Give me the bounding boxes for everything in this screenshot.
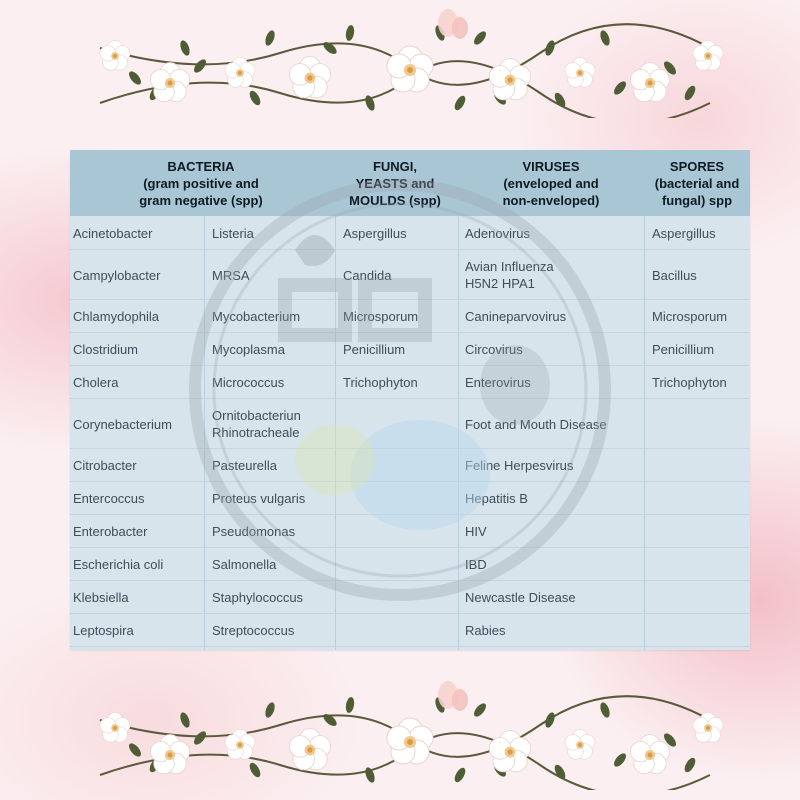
header-bacteria-line3: gram negative (spp)	[139, 192, 263, 208]
table-header	[70, 150, 750, 216]
table-cell-text: Penicillium	[343, 342, 406, 357]
table-cell-text: Campylobacter	[73, 267, 161, 283]
table-cell-b2	[212, 300, 332, 333]
header-viruses-line3: non-enveloped)	[502, 192, 600, 208]
header-spores	[644, 150, 750, 216]
table-cell-text: HIV	[465, 524, 487, 539]
table-cell-text: Adenovirus	[465, 225, 531, 241]
table-cell-text: Escherichia coli	[73, 557, 164, 572]
table-cell-fungi	[343, 216, 455, 250]
table-cell-fungi	[343, 614, 455, 647]
table-cell-b2	[212, 333, 332, 366]
table-cell-b2	[212, 548, 332, 581]
table-cell-virus	[465, 216, 641, 250]
table-cell-virus	[465, 449, 641, 482]
table-cell-b2	[212, 216, 332, 250]
table-cell-text: Foot and Mouth Disease	[465, 416, 607, 432]
table-cell-b2	[212, 581, 332, 614]
table-cell-text: Micrococcus	[212, 375, 285, 390]
table-cell-text: Feline Herpesvirus	[465, 458, 574, 473]
microorganism-table	[70, 150, 750, 650]
table-cell-fungi	[343, 515, 455, 548]
table-cell-b1	[73, 581, 201, 614]
table-cell-b1	[73, 366, 201, 399]
header-spores-line2: (bacterial and	[654, 175, 740, 191]
table-cell-text: Proteus vulgaris	[212, 491, 306, 506]
table-cell-b1	[73, 614, 201, 647]
table-cell-text: Listeria	[212, 225, 254, 241]
table-cell-text: Klebsiella	[73, 590, 129, 605]
table-cell-b2	[212, 614, 332, 647]
table-cell-fungi	[343, 399, 455, 449]
table-cell-text: Penicillium	[652, 342, 715, 357]
table-cell-text: Leptospira	[73, 623, 134, 638]
table-cell-spores	[652, 548, 748, 581]
table-cell-virus	[465, 515, 641, 548]
table-cell-fungi	[343, 482, 455, 515]
table-cell-text: Avian Influenza H5N2 HPA1	[465, 259, 554, 291]
table-cell-virus	[465, 482, 641, 515]
table-cell-text: Microsporum	[652, 309, 728, 324]
table-cell-b2	[212, 449, 332, 482]
table-cell-text: Trichophyton	[652, 375, 727, 390]
table-cell-text: Enterovirus	[465, 375, 531, 390]
table-cell-b2	[212, 250, 332, 300]
header-viruses-line2: (enveloped and	[503, 175, 599, 191]
header-fungi-line1: FUNGI,	[372, 158, 418, 174]
table-cell-text: Salmonella	[212, 557, 277, 572]
table-cell-b1	[73, 399, 201, 449]
table-cell-text: Chlamydophila	[73, 309, 159, 324]
table-cell-text: Pasteurella	[212, 458, 278, 473]
header-viruses	[458, 150, 644, 216]
table-cell-virus	[465, 366, 641, 399]
table-cell-text: Hepatitis B	[465, 491, 528, 506]
table-cell-text: MRSA	[212, 267, 250, 283]
column-divider	[335, 216, 336, 650]
table-cell-virus	[465, 548, 641, 581]
table-cell-fungi	[343, 333, 455, 366]
table-cell-b1	[73, 449, 201, 482]
table-cell-fungi	[343, 366, 455, 399]
header-bacteria	[70, 150, 332, 216]
table-cell-b2	[212, 366, 332, 399]
header-fungi	[332, 150, 458, 216]
table-cell-text: Entercoccus	[73, 491, 145, 506]
table-cell-spores	[652, 482, 748, 515]
table-cell-b1	[73, 482, 201, 515]
column-divider	[644, 216, 645, 650]
table-cell-text: Aspergillus	[652, 225, 716, 241]
table-cell-spores	[652, 366, 748, 399]
table-cell-virus	[465, 399, 641, 449]
table-cell-text: Citrobacter	[73, 458, 137, 473]
table-cell-fungi	[343, 581, 455, 614]
table-cell-fungi	[343, 449, 455, 482]
table-cell-text: Candida	[343, 267, 392, 283]
table-cell-spores	[652, 581, 748, 614]
table-cell-text: Corynebacterium	[73, 416, 172, 432]
table-cell-text: Cholera	[73, 375, 119, 390]
table-cell-spores	[652, 515, 748, 548]
table-cell-text: Pseudomonas	[212, 524, 296, 539]
table-cell-text: Newcastle Disease	[465, 590, 576, 605]
table-cell-virus	[465, 250, 641, 300]
header-bacteria-line1: BACTERIA	[167, 158, 235, 174]
column-divider	[204, 216, 205, 650]
table-cell-b1	[73, 548, 201, 581]
header-fungi-line3: MOULDS (spp)	[349, 192, 441, 208]
table-cell-spores	[652, 333, 748, 366]
table-cell-text: Circovirus	[465, 342, 523, 357]
table-cell-spores	[652, 399, 748, 449]
header-spores-line3: fungal) spp	[661, 192, 733, 208]
table-cell-text: Aspergillus	[343, 225, 407, 241]
header-viruses-line1: VIRUSES	[522, 158, 580, 174]
table-cell-text: Ornitobacteriun Rhinotracheale	[212, 408, 301, 440]
table-cell-b1	[73, 216, 201, 250]
table-cell-spores	[652, 300, 748, 333]
row-divider	[70, 646, 750, 647]
table-cell-text: Bacillus	[652, 267, 697, 283]
table-cell-spores	[652, 449, 748, 482]
table-cell-b1	[73, 300, 201, 333]
table-cell-text: Mycobacterium	[212, 309, 301, 324]
table-cell-b1	[73, 250, 201, 300]
table-cell-text: Enterobacter	[73, 524, 148, 539]
table-cell-b1	[73, 333, 201, 366]
table-cell-fungi	[343, 300, 455, 333]
flower-garland-bottom-icon	[80, 680, 730, 790]
table-cell-text: Microsporum	[343, 309, 419, 324]
table-cell-b1	[73, 515, 201, 548]
table-cell-text: Clostridium	[73, 342, 139, 357]
table-cell-text: Trichophyton	[343, 375, 418, 390]
table-cell-text: Rabies	[465, 623, 506, 638]
table-cell-text: Staphylococcus	[212, 590, 304, 605]
table-cell-fungi	[343, 250, 455, 300]
header-bacteria-line2: (gram positive and	[143, 175, 259, 191]
table-cell-spores	[652, 614, 748, 647]
column-divider	[458, 216, 459, 650]
table-cell-spores	[652, 216, 748, 250]
table-cell-b2	[212, 515, 332, 548]
table-cell-virus	[465, 333, 641, 366]
flower-garland-top-icon	[80, 8, 730, 118]
header-fungi-line2: YEASTS and	[355, 175, 435, 191]
header-spores-line1: SPORES	[669, 158, 725, 174]
table-cell-fungi	[343, 548, 455, 581]
table-cell-text: Acinetobacter	[73, 225, 153, 241]
table-cell-spores	[652, 250, 748, 300]
table-cell-virus	[465, 581, 641, 614]
table-cell-b2	[212, 482, 332, 515]
table-cell-text: Mycoplasma	[212, 342, 285, 357]
table-cell-text: Streptococcus	[212, 623, 295, 638]
table-cell-text: Canineparvovirus	[465, 309, 567, 324]
table-cell-virus	[465, 300, 641, 333]
table-cell-virus	[465, 614, 641, 647]
table-cell-b2	[212, 399, 332, 449]
table-cell-text: IBD	[465, 557, 487, 572]
